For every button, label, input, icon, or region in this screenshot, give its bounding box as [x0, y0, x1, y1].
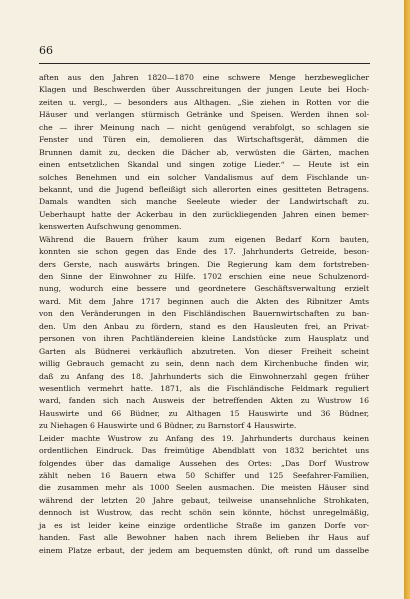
text-line: Ueberhaupt hatte der Ackerbau in den zurückliegenden Jahren einen bemer-	[39, 209, 369, 219]
text-line: daß zu Anfang des 18. Jahrhunderts sich die Einwohnerzahl gegen früher	[39, 371, 369, 381]
text-line: ja es ist leider keine einzige ordentliche Straße im ganzen Dorfe vor-	[39, 520, 369, 530]
page-number: 66	[39, 44, 53, 57]
text-line: Häuser und verlangen stürmisch Getränke und Speisen. Werden ihnen sol-	[39, 110, 369, 120]
text-line: den Sinne der Einwohner zu Hilfe. 1702 erschien eine neue Schulzenord-	[39, 272, 369, 281]
text-line: ordentlichen Eindruck. Das freimütige Abendblatt von 1832 berichtet uns	[39, 446, 369, 456]
text-line: nung, wodurch eine bessere und geordnetere Geschäftsverwaltung erzielt	[39, 284, 369, 294]
text-line: Klagen und Beschwerden über Ausschreitungen der jungen Leute bei Hoch-	[39, 85, 369, 95]
text-line: den. Um den Anbau zu fördern, stand es den Hausleuten frei, an Privat-	[39, 321, 369, 331]
text-line: Während die Bauern früher kaum zum eigenen Bedarf Korn bauten,	[39, 234, 369, 244]
text-line: wesentlich vermehrt hatte. 1871, als die Fischländische Feldmark reguliert	[39, 383, 369, 393]
text-line: ward, fanden sich nach Ausweis der betreffenden Akten zu Wustrow 16	[39, 396, 369, 406]
text-line: aften aus den Jahren 1820—1870 eine schwere Menge herzbeweglicher	[39, 73, 369, 82]
text-line: einen entsetzlichen Skandal und singen zotige Lieder.“ — Heute ist ein	[39, 160, 369, 170]
text-line: zu Niehagen 6 Hauswirte und 6 Büdner, zu Barnstorf 4 Hauswirte.	[39, 421, 297, 431]
text-line: Leider machte Wustrow zu Anfang des 19. Jahrhunderts durchaus keinen	[39, 433, 369, 443]
text-line: einem Platze erbaut, der jedem am bequemsten dünkt, oft rund um dasselbe	[39, 545, 369, 555]
page-body-text	[39, 72, 369, 557]
text-line: folgendes über das damalige Aussehen des Ortes: „Das Dorf Wustrow	[39, 458, 369, 468]
text-line: dennoch ist Wustrow, das recht schön sein könnte, höchst unregelmäßig,	[39, 508, 369, 518]
text-line: kenswerten Aufschwung genommen.	[39, 222, 182, 232]
text-line: willig Gebrauch gemacht zu sein, denn nach dem Kirchenbuche finden wir,	[39, 359, 369, 369]
text-line: Garten als Büdnerei verkäuflich abzutreten. Von dieser Freiheit scheint	[39, 346, 369, 356]
text-line: die zusammen mehr als 1000 Seelen ausmachen. Die meisten Häuser sind	[39, 483, 369, 493]
text-line: bekannt, und die Jugend befleißigt sich allerorten eines gesitteten Betragens.	[39, 184, 369, 194]
text-line: solches Benehmen und ein solcher Vandalismus auf dem Fischlande un-	[39, 172, 369, 182]
text-line: ward. Mit dem Jahre 1717 beginnen auch die Akten des Ribnitzer Amts	[39, 296, 369, 306]
text-line: personen von ihren Pachtländereien kleine Landstücke zum Hausplatz und	[39, 334, 369, 344]
text-line: Fenster und Türen ein, demolieren das Wirtschaftsgerät, dämmen die	[39, 135, 369, 145]
text-line: handen. Fast alle Bewohner haben nach ihrem Belieben ihr Haus auf	[39, 533, 369, 543]
text-line: von den Veränderungen in den Fischländischen Bauernwirtschaften zu ban-	[39, 309, 369, 319]
text-line: Damals wandten sich manche Seeleute wieder der Landwirtschaft zu.	[39, 197, 369, 207]
text-line: Hauswirte und 66 Büdner, zu Althagen 15 Hauswirte und 36 Büdner,	[39, 408, 369, 418]
header-rule	[39, 63, 370, 64]
text-line: zeiten u. vergl., — besonders aus Althagen. „Sie ziehen in Rotten vor die	[39, 97, 369, 107]
text-line: Brunnen damit zu, decken die Dächer ab, verwüsten die Gärten, machen	[39, 147, 369, 157]
page-edge-decoration	[404, 0, 410, 599]
text-line: zählt neben 16 Bauern etwa 50 Schiffer und 125 Seefahrer-Familien,	[39, 471, 369, 480]
text-line: che — ihrer Meinung nach — nicht genügend verabfolgt, so schlagen sie	[39, 122, 369, 132]
text-line: ders Gerste, nach auswärts bringen. Die Regierung kam dem fortstreben-	[39, 259, 369, 269]
text-line: konnten sie schon gegen das Ende des 17. Jahrhunderts Getreide, beson-	[39, 247, 369, 257]
text-line: während der letzten 20 Jahre gebaut, teilweise unansehnliche Strohkaten,	[39, 495, 369, 505]
